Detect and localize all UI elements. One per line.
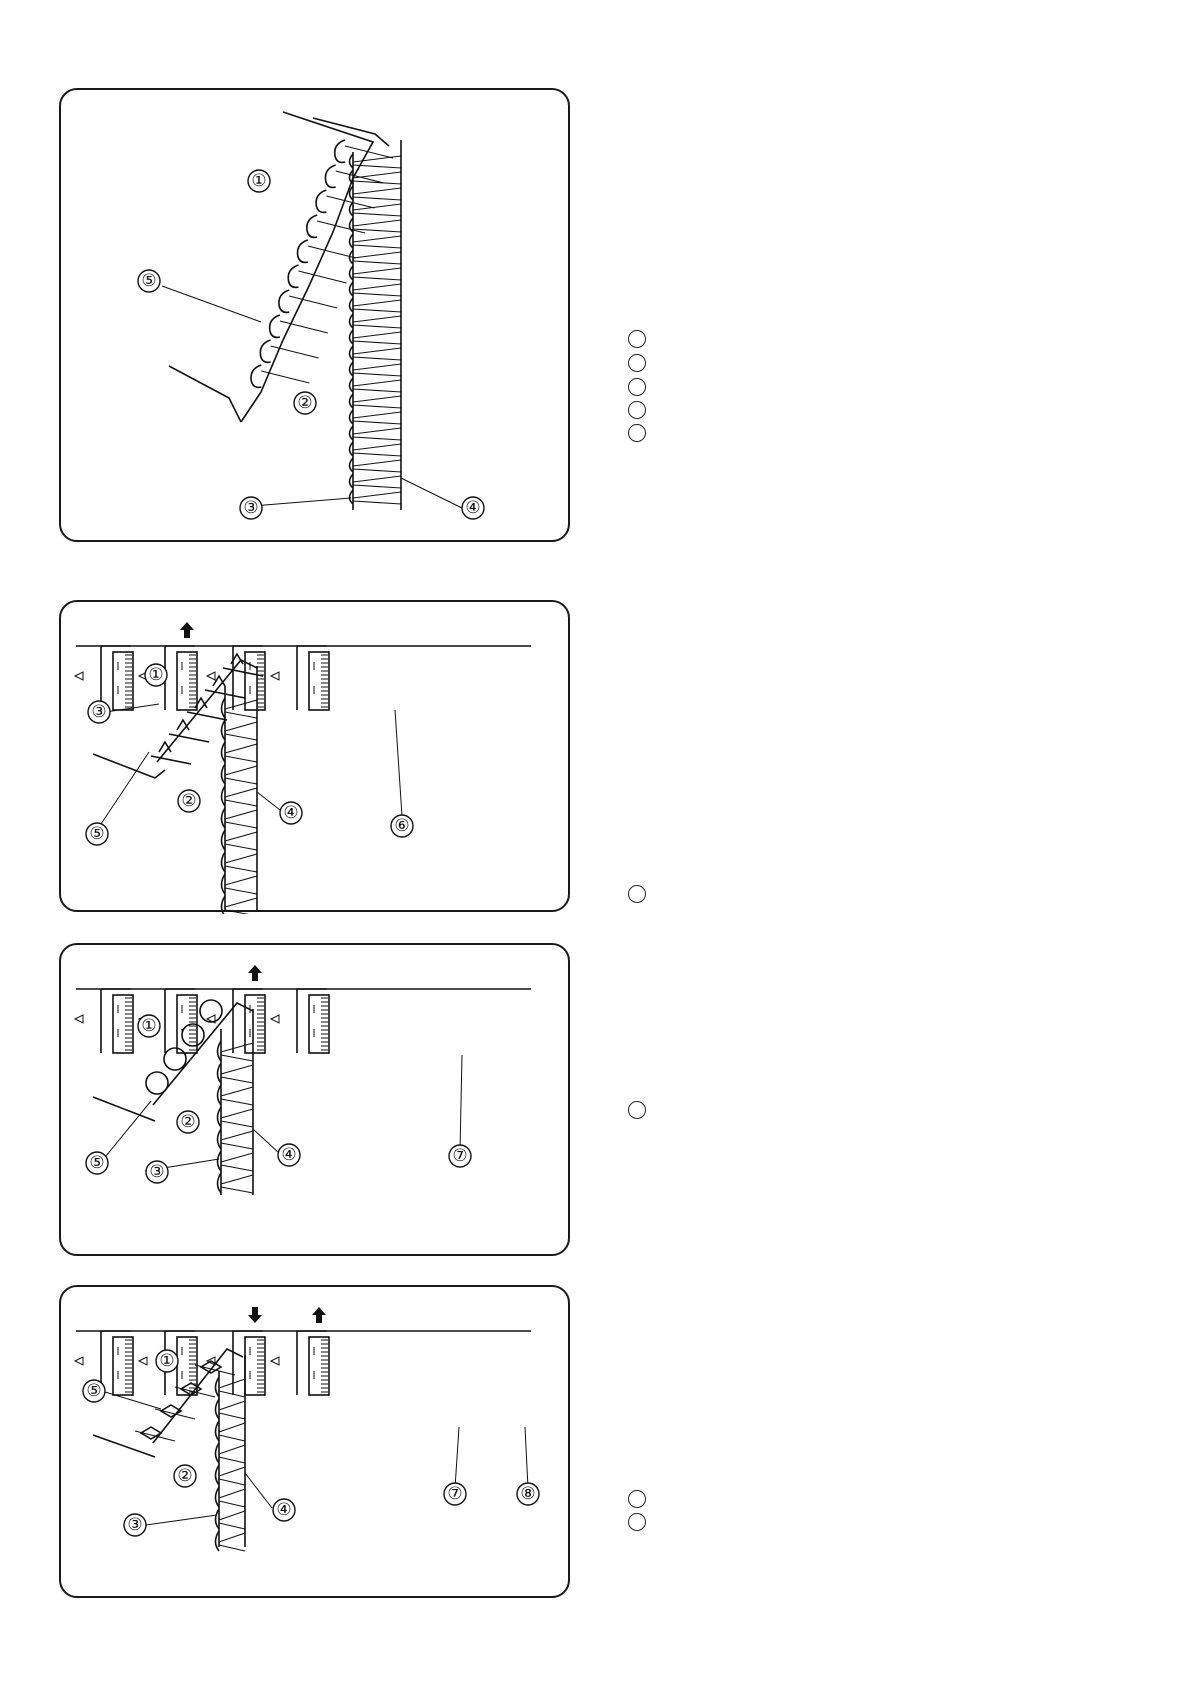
callout-3 <box>124 1514 146 1536</box>
stitch-thread <box>221 1087 253 1105</box>
callout-4 <box>280 802 302 824</box>
stitch-thread <box>219 1533 245 1551</box>
stitch-thread <box>299 271 347 283</box>
stitch-thread <box>353 220 401 232</box>
arrow-up-icon <box>248 965 262 981</box>
stitch-thread <box>353 332 401 344</box>
triangle-marker-icon <box>207 672 215 680</box>
stitch-thread <box>353 204 401 216</box>
shell-edge-illustration <box>61 945 572 1258</box>
triangle-marker-icon <box>271 672 279 680</box>
stitch-thread <box>308 246 356 258</box>
svg-text:⑥: ⑥ <box>394 816 410 836</box>
stitch-thread <box>353 396 401 408</box>
stitch-thread <box>219 1467 245 1485</box>
svg-text:①: ① <box>141 1016 157 1036</box>
stitch-thread <box>225 766 257 784</box>
shell-stitch <box>200 1000 222 1022</box>
callout-7 <box>449 1145 471 1167</box>
rolled-hem-loop <box>251 365 261 387</box>
stitch-thread <box>353 492 401 504</box>
illustration-panel-3 <box>59 943 570 1256</box>
stitch-thread <box>225 810 257 828</box>
tension-dial <box>271 1331 329 1395</box>
tension-dial <box>75 646 133 710</box>
svg-text:②: ② <box>180 1112 196 1132</box>
callout-2 <box>178 790 200 812</box>
callout-4 <box>462 497 484 519</box>
stitch-thread <box>353 348 401 360</box>
stitch-thread <box>353 316 401 328</box>
stitch-thread <box>353 444 401 456</box>
illustration-panel-4 <box>59 1285 570 1598</box>
callout-1 <box>156 1350 178 1372</box>
tension-dial <box>271 989 329 1053</box>
callout-2 <box>174 1465 196 1487</box>
callout-1 <box>248 170 270 192</box>
callout-3 <box>88 701 110 723</box>
svg-text:①: ① <box>159 1351 175 1371</box>
stitch-thread <box>225 876 257 894</box>
callout-4 <box>278 1144 300 1166</box>
stitch-thread <box>317 221 365 233</box>
callout-1 <box>138 1015 160 1037</box>
svg-text:⑤: ⑤ <box>141 271 157 291</box>
bullet-circle <box>628 1101 646 1119</box>
lettuce-edge-illustration <box>61 1287 572 1600</box>
svg-text:②: ② <box>297 393 313 413</box>
stitch-thread <box>219 1445 245 1463</box>
stitch-thread <box>221 1109 253 1127</box>
callout-5 <box>83 1380 105 1402</box>
callout-3 <box>146 1161 168 1183</box>
svg-text:③: ③ <box>127 1515 143 1535</box>
picot-stitch-illustration <box>61 602 572 914</box>
callout-5 <box>138 270 160 292</box>
stitch-thread <box>225 788 257 806</box>
stitch-thread <box>353 476 401 488</box>
triangle-marker-icon <box>271 1015 279 1023</box>
bullet-circle <box>628 354 646 372</box>
bullet-circle <box>628 1490 646 1508</box>
callout-8 <box>517 1483 539 1505</box>
stitch-thread <box>353 428 401 440</box>
callout-6 <box>391 815 413 837</box>
stitch-thread <box>225 722 257 740</box>
rolled-hem-loop <box>279 290 289 312</box>
arrow-up-icon <box>180 622 194 638</box>
bullet-circle <box>628 885 646 903</box>
tension-dial <box>271 646 329 710</box>
rolled-hem-loop <box>270 315 280 337</box>
svg-text:⑧: ⑧ <box>520 1484 536 1504</box>
stitch-thread <box>221 1175 253 1193</box>
stitch-thread <box>353 300 401 312</box>
stitch-thread <box>219 1379 245 1397</box>
shell-stitch <box>182 1024 204 1046</box>
rolled-hem-stitch-illustration <box>61 90 572 544</box>
callout-2 <box>294 392 316 414</box>
callout-5 <box>86 1152 108 1174</box>
illustration-panel-2 <box>59 600 570 912</box>
bullet-circle <box>628 424 646 442</box>
rolled-hem-loop <box>307 215 317 237</box>
triangle-marker-icon <box>139 1357 147 1365</box>
stitch-thread <box>221 1153 253 1171</box>
rolled-hem-loop <box>316 190 326 212</box>
callout-5 <box>86 823 108 845</box>
svg-text:①: ① <box>148 665 164 685</box>
bullet-circle <box>628 378 646 396</box>
svg-text:④: ④ <box>276 1500 292 1520</box>
stitch-thread <box>353 188 401 200</box>
stitch-thread <box>225 832 257 850</box>
bullet-circle <box>628 401 646 419</box>
rolled-hem-loop <box>335 140 345 162</box>
stitch-thread <box>353 172 401 184</box>
triangle-marker-icon <box>75 1015 83 1023</box>
bullet-circle <box>628 1513 646 1531</box>
stitch-thread <box>353 284 401 296</box>
stitch-thread <box>195 1365 235 1375</box>
stitch-thread <box>219 1511 245 1529</box>
triangle-marker-icon <box>271 1357 279 1365</box>
triangle-marker-icon <box>75 1357 83 1365</box>
svg-text:③: ③ <box>91 702 107 722</box>
callout-2 <box>177 1111 199 1133</box>
stitch-thread <box>219 1401 245 1419</box>
callout-4 <box>273 1499 295 1521</box>
stitch-thread <box>221 1043 253 1061</box>
rolled-hem-loop <box>288 265 298 287</box>
stitch-thread <box>353 364 401 376</box>
svg-text:⑦: ⑦ <box>447 1484 463 1504</box>
stitch-thread <box>219 1489 245 1507</box>
callout-7 <box>444 1483 466 1505</box>
svg-text:⑤: ⑤ <box>89 824 105 844</box>
callout-1 <box>145 664 167 686</box>
stitch-thread <box>219 1423 245 1441</box>
stitch-thread <box>221 1131 253 1149</box>
triangle-marker-icon <box>75 672 83 680</box>
svg-text:⑤: ⑤ <box>89 1153 105 1173</box>
bullet-circle <box>628 330 646 348</box>
svg-text:③: ③ <box>243 498 259 518</box>
stitch-thread <box>261 371 309 383</box>
arrow-up-icon <box>312 1307 326 1323</box>
stitch-thread <box>225 700 257 718</box>
stitch-thread <box>221 1065 253 1083</box>
arrow-down-icon <box>248 1307 262 1323</box>
stitch-thread <box>353 268 401 280</box>
stitch-thread <box>353 412 401 424</box>
svg-text:②: ② <box>181 791 197 811</box>
tension-dial <box>75 989 133 1053</box>
stitch-thread <box>353 460 401 472</box>
stitch-thread <box>353 236 401 248</box>
illustration-panel-1 <box>59 88 570 542</box>
stitch-thread <box>225 898 257 914</box>
stitch-thread <box>353 380 401 392</box>
rolled-hem-loop <box>325 165 335 187</box>
svg-text:④: ④ <box>465 498 481 518</box>
stitch-thread <box>353 252 401 264</box>
stitch-thread <box>225 854 257 872</box>
stitch-thread <box>225 744 257 762</box>
svg-text:④: ④ <box>283 803 299 823</box>
svg-text:②: ② <box>177 1466 193 1486</box>
svg-text:⑦: ⑦ <box>452 1146 468 1166</box>
stitch-thread <box>155 1409 195 1419</box>
svg-text:⑤: ⑤ <box>86 1381 102 1401</box>
stitch-thread <box>289 296 337 308</box>
shell-stitch <box>146 1072 168 1094</box>
rolled-hem-loop <box>298 240 308 262</box>
svg-text:④: ④ <box>281 1145 297 1165</box>
rolled-hem-loop <box>260 340 270 362</box>
svg-text:③: ③ <box>149 1162 165 1182</box>
shell-stitch <box>164 1048 186 1070</box>
svg-text:①: ① <box>251 171 267 191</box>
callout-3 <box>240 497 262 519</box>
